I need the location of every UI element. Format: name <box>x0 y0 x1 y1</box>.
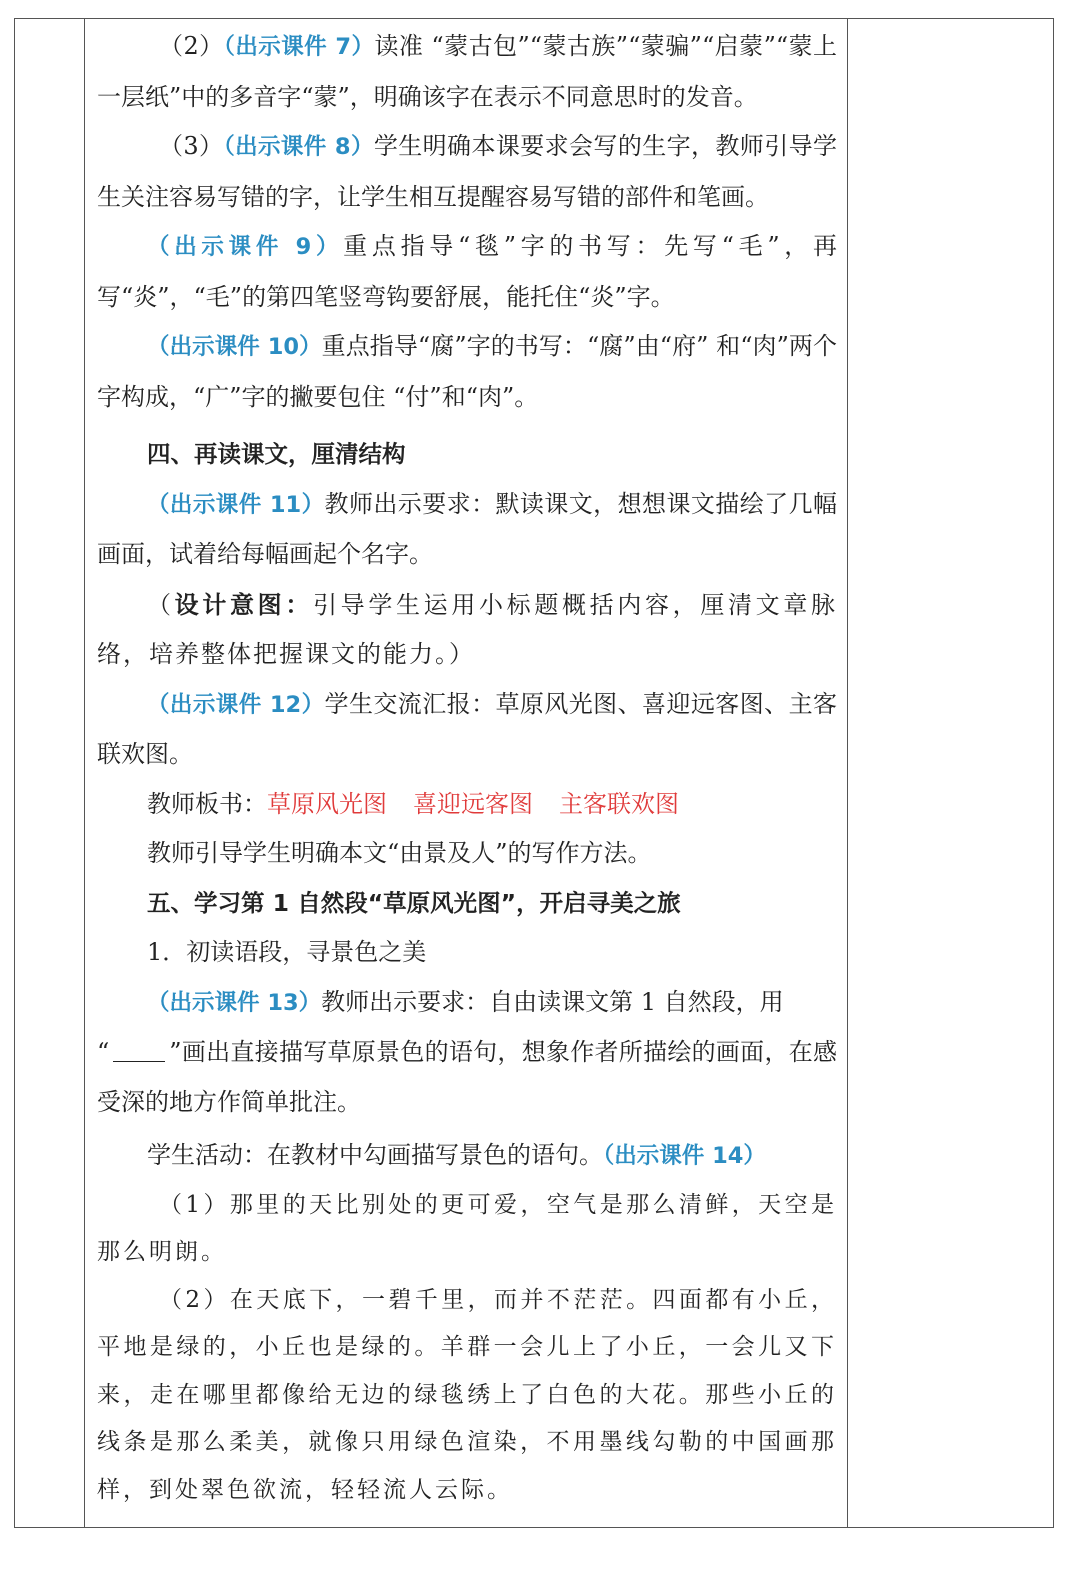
paragraph-blackboard: 教师板书：草原风光图 喜迎远客图 主客联欢图 <box>147 789 679 818</box>
blackboard-item: 草原风光图 <box>267 789 387 818</box>
paragraph-student-report: （出示课件 12）学生交流汇报：草原风光图、喜迎远客图、主客联欢图。 <box>97 689 837 768</box>
lesson-content <box>97 22 837 1514</box>
courseware-ref: （出示课件 13） <box>147 989 322 1016</box>
paragraph-polyphonic: （2）（出示课件 7）读准 “蒙古包”“蒙古族”“蒙骗”“启蒙”“蒙上一层纸”中的多音字“蒙”，明确该字在表示不同意思时的发音。 <box>97 32 837 111</box>
quoted-sentence-1: （1）那里的天比别处的更可爱，空气是那么清鲜，天空是那么明朗。 <box>97 1191 838 1265</box>
paragraph-free-reading: （出示课件 13）教师出示要求：自由读课文第 1 自然段，用 “ ”画出直接描写草原景色的语句，想象作者所描绘的画面，在感受深的地方作简单批注。 <box>97 987 837 1116</box>
paragraph-new-characters: （3）（出示课件 8）学生明确本课要求会写的生字，教师引导学生关注容易写错的字，让学生相互提醒容易写错的部件和笔画。 <box>97 132 837 211</box>
paragraph-writing-method: 教师引导学生明确本文“由景及人”的写作方法。 <box>147 839 652 867</box>
blackboard-item: 主客联欢图 <box>559 789 679 818</box>
courseware-ref: （出示课件 7） <box>223 34 375 60</box>
column-divider-right <box>847 19 848 1527</box>
paragraph-student-activity: 学生活动：在教材中勾画描写景色的语句。（出示课件 14） <box>147 1141 766 1169</box>
courseware-ref: （出示课件 9） <box>147 234 344 260</box>
section-heading-4: 四、再读课文，厘清结构 <box>147 440 406 468</box>
paragraph-step-1: 1．初读语段，寻景色之美 <box>147 938 427 966</box>
paragraph-fu-writing: （出示课件 10）重点指导“腐”字的书写：“腐”由“府” 和“肉”两个字构成，“广”字的撇要包住 “付”和“肉”。 <box>97 332 837 411</box>
section-heading-5: 五、学习第 1 自然段“草原风光图”，开启寻美之旅 <box>147 888 681 917</box>
courseware-ref: （出示课件 14） <box>603 1143 766 1169</box>
blackboard-item: 喜迎远客图 <box>413 789 533 818</box>
column-divider-left <box>84 19 85 1527</box>
paragraph-reading-task: （出示课件 11）教师出示要求：默读课文，想想课文描绘了几幅画面，试着给每幅画起个名字。 <box>97 489 837 568</box>
quoted-sentence-2: （2）在天底下，一碧千里，而并不茫茫。四面都有小丘，平地是绿的，小丘也是绿的。羊群一会儿上了小丘，一会儿又下来，走在哪里都像给无边的绿毯绣上了白色的大花。那些小丘的线条是那么柔美，就像只用绿色渲染，不用墨线勾勒的中国画那样，到处翠色欲流，轻轻流人云际。 <box>97 1286 838 1503</box>
paragraph-tan-writing: （出示课件 9）重点指导“毯”字的书写：先写“毛”，再写“炎”，“毛”的第四笔竖弯钩要舒展，能托住“炎”字。 <box>97 232 838 311</box>
design-intent-label: 设计意图： <box>174 589 314 619</box>
courseware-ref: （出示课件 10） <box>147 334 322 360</box>
courseware-ref: （出示课件 12） <box>147 691 325 718</box>
paragraph-design-intent: （设计意图：引导学生运用小标题概括内容，厘清文章脉络，培养整体把握课文的能力。） <box>97 589 838 668</box>
underline-blank <box>113 1041 165 1062</box>
courseware-ref: （出示课件 8） <box>223 134 374 160</box>
courseware-ref: （出示课件 11） <box>147 491 325 518</box>
